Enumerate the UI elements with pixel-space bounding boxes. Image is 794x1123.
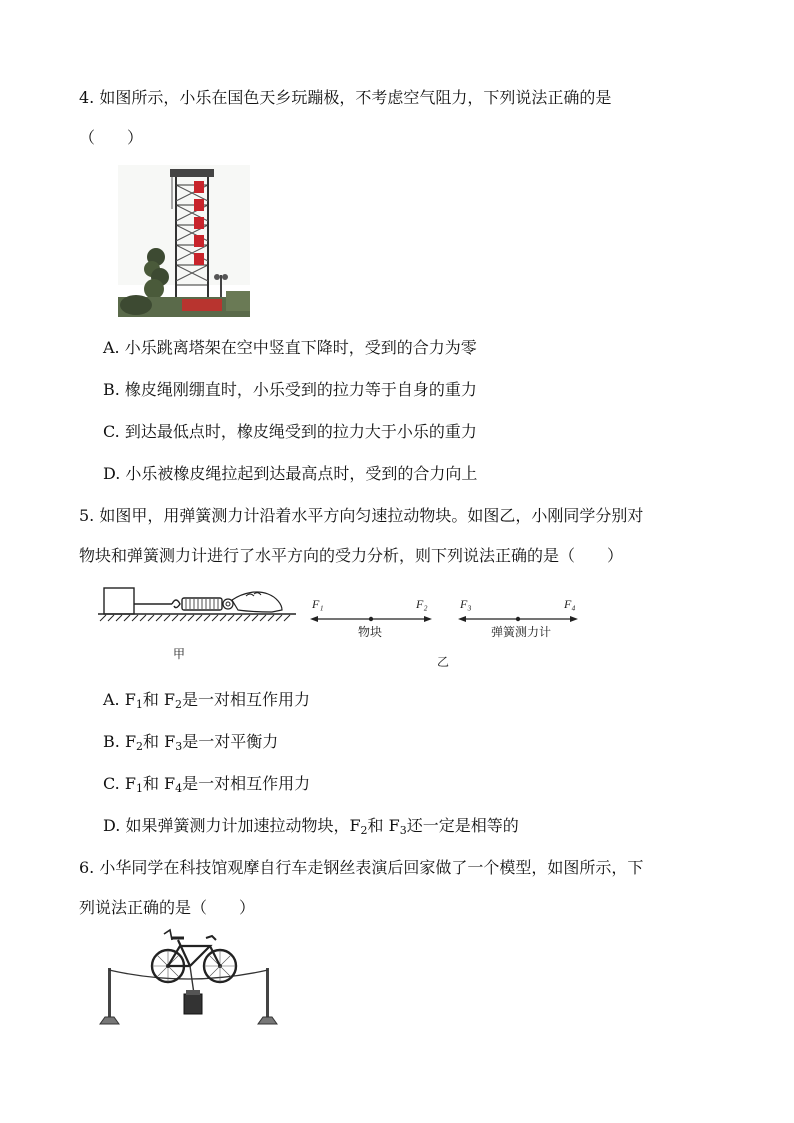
block-caption: 物块 [358, 625, 383, 639]
q4-stem: 4. 如图所示，小乐在国色天乡玩蹦极，不考虑空气阻力，下列说法正确的是 [79, 88, 612, 107]
meter-caption: 弹簧测力计 [491, 625, 552, 639]
f2-label: F₂ [416, 597, 428, 611]
q5-stem-line2: 物块和弹簧测力计进行了水平方向的受力分析，则下列说法正确的是（ ） [79, 546, 624, 565]
meter-point [516, 617, 520, 621]
f1-label: F₁ [312, 597, 324, 611]
bungee-tower-photo [118, 165, 250, 317]
q4-option-a: A. 小乐跳离塔架在空中竖直下降时，受到的合力为零 [103, 338, 477, 357]
q5-option-d: D. 如果弹簧测力计加速拉动物块，$F_2$和 $F_3$还一定是相等的 [103, 816, 519, 837]
f3-arrow [458, 616, 466, 622]
q5-option-b: B. $F_2$和 $F_3$是一对平衡力 [103, 732, 279, 753]
left-pole [108, 968, 111, 1020]
figure-yi [310, 597, 578, 669]
q4-option-d: D. 小乐被橡皮绳拉起到达最高点时，受到的合力向上 [103, 464, 478, 483]
f1-arrow [310, 616, 318, 622]
figure-yi-label: 乙 [437, 655, 450, 669]
q5-stem-line1: 5. 如图甲，用弹簧测力计沿着水平方向匀速拉动物块。如图乙，小刚同学分别对 [79, 506, 644, 525]
f3-label: F₃ [460, 597, 472, 611]
q5-figure [96, 582, 596, 672]
right-pole [266, 968, 269, 1020]
counterweight [184, 994, 202, 1014]
f2-arrow [424, 616, 432, 622]
block-point [369, 617, 373, 621]
figure-jia-label: 甲 [173, 647, 186, 661]
bicycle [152, 930, 236, 982]
q5-option-c: C. $F_1$和 $F_4$是一对相互作用力 [103, 774, 311, 795]
bicycle-wire-model [98, 928, 288, 1030]
steel-wire [109, 970, 268, 979]
figure-jia [98, 588, 296, 661]
q4-option-b: B. 橡皮绳刚绷直时，小乐受到的拉力等于自身的重力 [103, 380, 477, 399]
q4-option-c: C. 到达最低点时，橡皮绳受到的拉力大于小乐的重力 [103, 422, 477, 441]
q6-stem-line2: 列说法正确的是（ ） [79, 898, 256, 917]
f4-label: F₄ [564, 597, 576, 611]
f4-arrow [570, 616, 578, 622]
q4-bracket: （ ） [79, 128, 144, 147]
q5-option-a: A. $F_1$和 $F_2$是一对相互作用力 [103, 690, 311, 711]
hand [232, 592, 282, 612]
q6-stem-line1: 6. 小华同学在科技馆观摩自行车走钢丝表演后回家做了一个模型，如图所示，下 [79, 858, 644, 877]
block [104, 588, 134, 614]
